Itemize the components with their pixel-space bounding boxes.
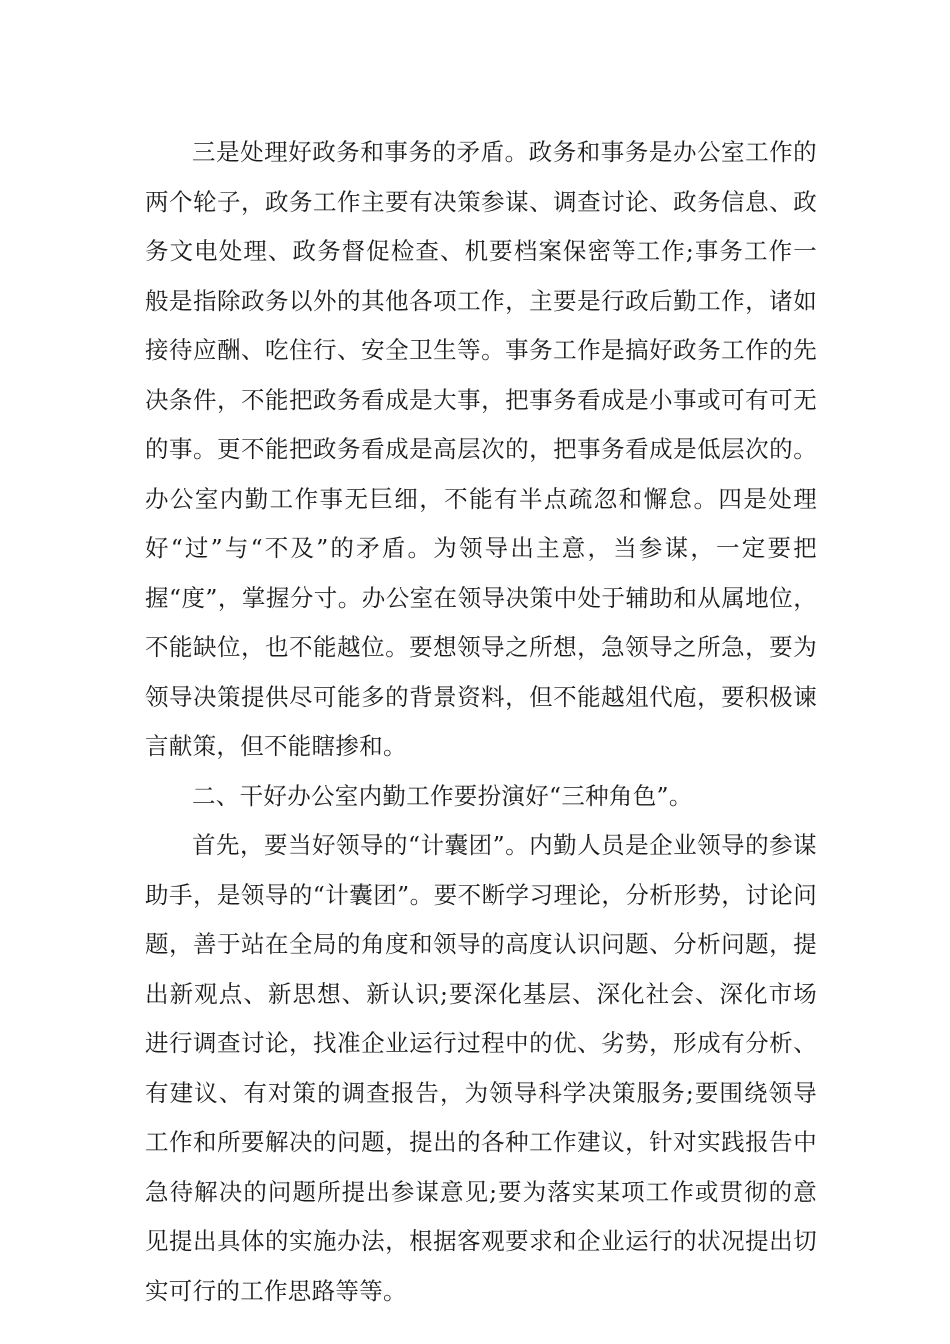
section-heading-three-roles: 二、干好办公室内勤工作要扮演好“三种角色”。	[192, 781, 693, 810]
paragraph-think-tank: 首先，要当好领导的“计囊团”。内勤人员是企业领导的参谋助手，是领导的“计囊团”。要不断学习理论，分析形势，讨论问题，善于站在全局的角度和领导的高度认识问题、分析问题，提出新观点、新思想、新认识;要深化基层、深化社会、深化市场进行调查讨论，找准企业运行过程中的优、劣势，形成有分析、有建议、有对策的调查报告，为领导科学决策服务;要围绕领导工作和所要解决的问题，提出的各种工作建议，针对实践报告中急待解决的问题所提出参谋意见;要为落实某项工作或贯彻的意见提出具体的实施办法，根据客观要求和企业运行的状况提出切实可行的工作思路等等。	[145, 831, 817, 1305]
paragraph-contradictions: 三是处理好政务和事务的矛盾。政务和事务是办公室工作的两个轮子，政务工作主要有决策参谋、调查讨论、政务信息、政务文电处理、政务督促检查、机要档案保密等工作;事务工作一般是指除政务以外的其他各项工作，主要是行政后勤工作，诸如接待应酬、吃住行、安全卫生等。事务工作是搞好政务工作的先决条件，不能把政务看成是大事，把事务看成是小事或可有可无的事。更不能把政务看成是高层次的，把事务看成是低层次的。办公室内勤工作事无巨细，不能有半点疏忽和懈怠。四是处理好“过”与“不及”的矛盾。为领导出主意，当参谋，一定要把握“度”，掌握分寸。办公室在领导决策中处于辅助和从属地位，不能缺位，也不能越位。要想领导之所想，急领导之所急，要为领导决策提供尽可能多的背景资料，但不能越俎代庖，要积极谏言献策，但不能瞎掺和。	[145, 138, 817, 760]
document-body	[145, 128, 817, 1316]
